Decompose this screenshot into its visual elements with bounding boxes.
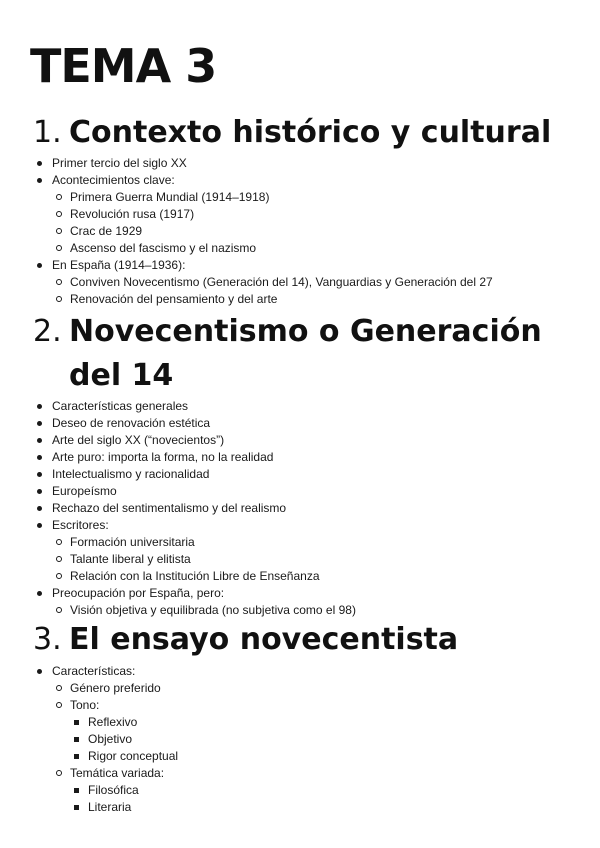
list-item: Primera Guerra Mundial (1914–1918)	[70, 190, 270, 204]
list-item: Objetivo	[88, 732, 133, 746]
list-item: Acontecimientos clave:	[52, 173, 175, 187]
list-item: Arte puro: importa la forma, no la realidad	[52, 450, 274, 464]
list-item: Rigor conceptual	[88, 749, 179, 763]
section-title: Novecentismo o Generación	[69, 314, 542, 349]
list-item: Crac de 1929	[70, 224, 143, 238]
list-item: Visión objetiva y equilibrada (no subjetiva como el 98)	[70, 603, 356, 617]
list-item: Talante liberal y elitista	[70, 552, 191, 566]
list-item: Europeísmo	[52, 484, 117, 498]
section-number: 1.	[33, 115, 62, 150]
list-item: Reflexivo	[88, 715, 138, 729]
page-title: TEMA 3	[30, 39, 217, 93]
list-item: Preocupación por España, pero:	[52, 586, 225, 600]
list-item: Escritores:	[52, 518, 109, 532]
list-item: Género preferido	[70, 681, 161, 695]
list-item: Intelectualismo y racionalidad	[52, 467, 210, 481]
list-item: Revolución rusa (1917)	[70, 207, 195, 221]
list-item: Formación universitaria	[70, 535, 195, 549]
list-item: Literaria	[88, 800, 132, 814]
list-item: Arte del siglo XX (“novecientos”)	[52, 433, 225, 447]
section-title: Contexto histórico y cultural	[69, 115, 552, 150]
list-item: Relación con la Institución Libre de Enseñanza	[70, 569, 320, 583]
section-heading-ensayo	[33, 618, 458, 662]
list-item: Tono:	[70, 698, 100, 712]
list-item: Temática variada:	[70, 766, 165, 780]
list-item: Filosófica	[88, 783, 139, 797]
list-item: Características:	[52, 664, 136, 678]
section-title-continued: del 14	[69, 358, 174, 393]
list-item: Rechazo del sentimentalismo y del realismo	[52, 501, 287, 515]
list-item: Deseo de renovación estética	[52, 416, 211, 430]
list-item: Características generales	[52, 399, 189, 413]
list-item: En España (1914–1936):	[52, 258, 186, 272]
list-item: Conviven Novecentismo (Generación del 14), Vanguardias y Generación del 27	[70, 275, 493, 289]
section-number: 2.	[33, 314, 62, 349]
section-number: 3.	[33, 622, 62, 657]
section-title: El ensayo novecentista	[69, 622, 459, 657]
section-heading-novecentismo	[33, 310, 542, 398]
list-item: Primer tercio del siglo XX	[52, 156, 187, 170]
list-item: Renovación del pensamiento y del arte	[70, 292, 278, 306]
list-item: Ascenso del fascismo y el nazismo	[70, 241, 257, 255]
section-heading-contexto	[33, 111, 551, 155]
